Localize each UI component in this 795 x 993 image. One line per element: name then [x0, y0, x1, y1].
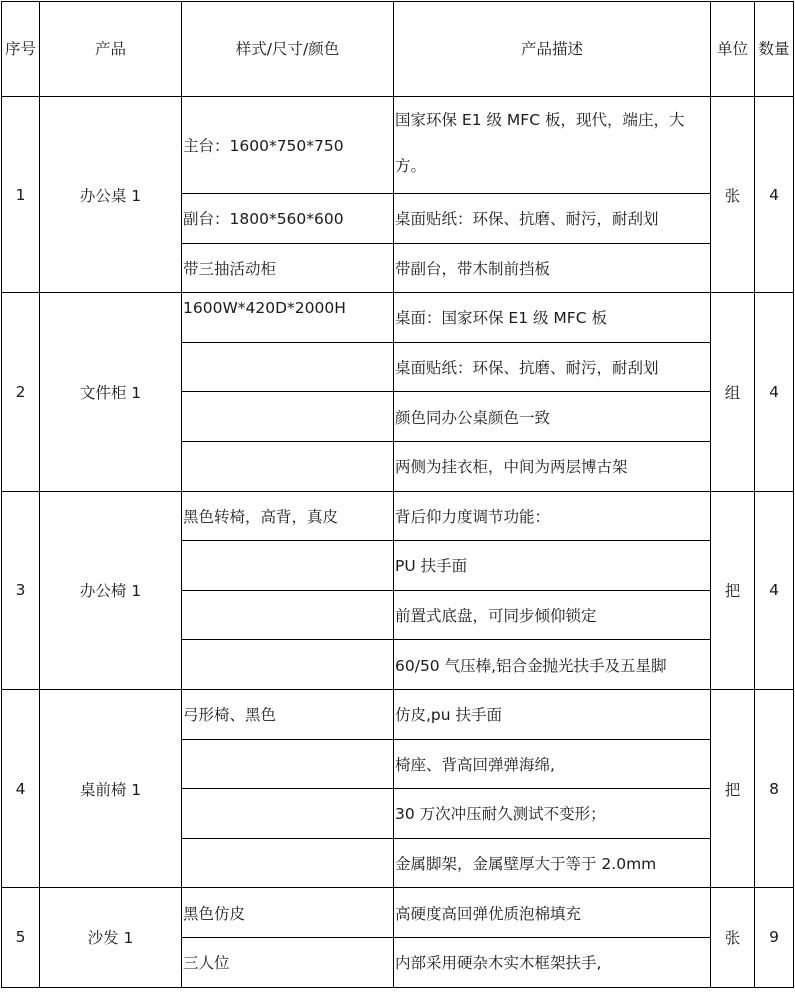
item-unit: 张: [711, 888, 755, 987]
item-spec: 弓形椅、黑色: [182, 689, 394, 739]
item-product: 文件柜 1: [40, 293, 182, 491]
item-spec: [182, 640, 394, 690]
item-spec: 黑色仿皮: [182, 888, 394, 938]
item-product: 办公椅 1: [40, 491, 182, 689]
table-row: [2, 293, 794, 343]
item-spec: 黑色转椅，高背，真皮: [182, 491, 394, 541]
item-desc: 两侧为挂衣柜，中间为两层博古架: [394, 441, 711, 491]
header-row: [2, 2, 794, 97]
item-spec: 三人位: [182, 937, 394, 987]
item-qty: 4: [755, 97, 794, 293]
item-desc: 桌面：国家环保 E1 级 MFC 板: [394, 293, 711, 343]
item-spec: 带三抽活动柜: [182, 243, 394, 293]
item-unit: 组: [711, 293, 755, 491]
item-spec: 主台：1600*750*750: [182, 97, 394, 194]
item-spec: 1600W*420D*2000H: [182, 293, 394, 343]
item-desc: 内部采用硬杂木实木框架扶手,: [394, 937, 711, 987]
item-seq: 4: [2, 689, 40, 887]
item-seq: 5: [2, 888, 40, 987]
item-product: 桌前椅 1: [40, 689, 182, 887]
header-spec: 样式/尺寸/颜色: [182, 2, 394, 97]
item-desc: 颜色同办公桌颜色一致: [394, 392, 711, 442]
item-product: 沙发 1: [40, 888, 182, 987]
item-desc: 桌面贴纸：环保、抗磨、耐污，耐刮划: [394, 194, 711, 244]
item-seq: 1: [2, 97, 40, 293]
item-desc: 30 万次冲压耐久测试不变形；: [394, 789, 711, 839]
item-spec: [182, 541, 394, 591]
item-desc: 椅座、背高回弹弹海绵,: [394, 739, 711, 789]
item-qty: 4: [755, 293, 794, 491]
item-desc: 带副台，带木制前挡板: [394, 243, 711, 293]
item-desc: 背后仰力度调节功能：: [394, 491, 711, 541]
item-desc: 桌面贴纸：环保、抗磨、耐污，耐刮划: [394, 342, 711, 392]
item-unit: 把: [711, 689, 755, 887]
header-qty: 数量: [755, 2, 794, 97]
item-qty: 4: [755, 491, 794, 689]
header-seq: 序号: [2, 2, 40, 97]
item-spec: [182, 789, 394, 839]
item-desc: 高硬度高回弹优质泡棉填充: [394, 888, 711, 938]
item-spec: [182, 441, 394, 491]
table-row: [2, 689, 794, 739]
item-desc: 仿皮,pu 扶手面: [394, 689, 711, 739]
item-unit: 把: [711, 491, 755, 689]
header-unit: 单位: [711, 2, 755, 97]
table-row: [2, 888, 794, 938]
item-product: 办公桌 1: [40, 97, 182, 293]
item-seq: 2: [2, 293, 40, 491]
item-spec: [182, 838, 394, 888]
item-spec: [182, 590, 394, 640]
item-unit: 张: [711, 97, 755, 293]
item-spec: [182, 392, 394, 442]
item-qty: 9: [755, 888, 794, 987]
table-row: [2, 491, 794, 541]
header-product: 产品: [40, 2, 182, 97]
item-spec: 副台：1800*560*600: [182, 194, 394, 244]
item-desc: 金属脚架，金属壁厚大于等于 2.0mm: [394, 838, 711, 888]
item-seq: 3: [2, 491, 40, 689]
item-spec: [182, 739, 394, 789]
item-qty: 8: [755, 689, 794, 887]
product-table: [1, 1, 794, 988]
item-desc: PU 扶手面: [394, 541, 711, 591]
item-spec: [182, 342, 394, 392]
item-desc: 国家环保 E1 级 MFC 板，现代，端庄，大方。: [394, 97, 711, 194]
table-row: [2, 97, 794, 194]
item-desc: 60/50 气压棒,铝合金抛光扶手及五星脚: [394, 640, 711, 690]
header-desc: 产品描述: [394, 2, 711, 97]
item-desc: 前置式底盘，可同步倾仰锁定: [394, 590, 711, 640]
